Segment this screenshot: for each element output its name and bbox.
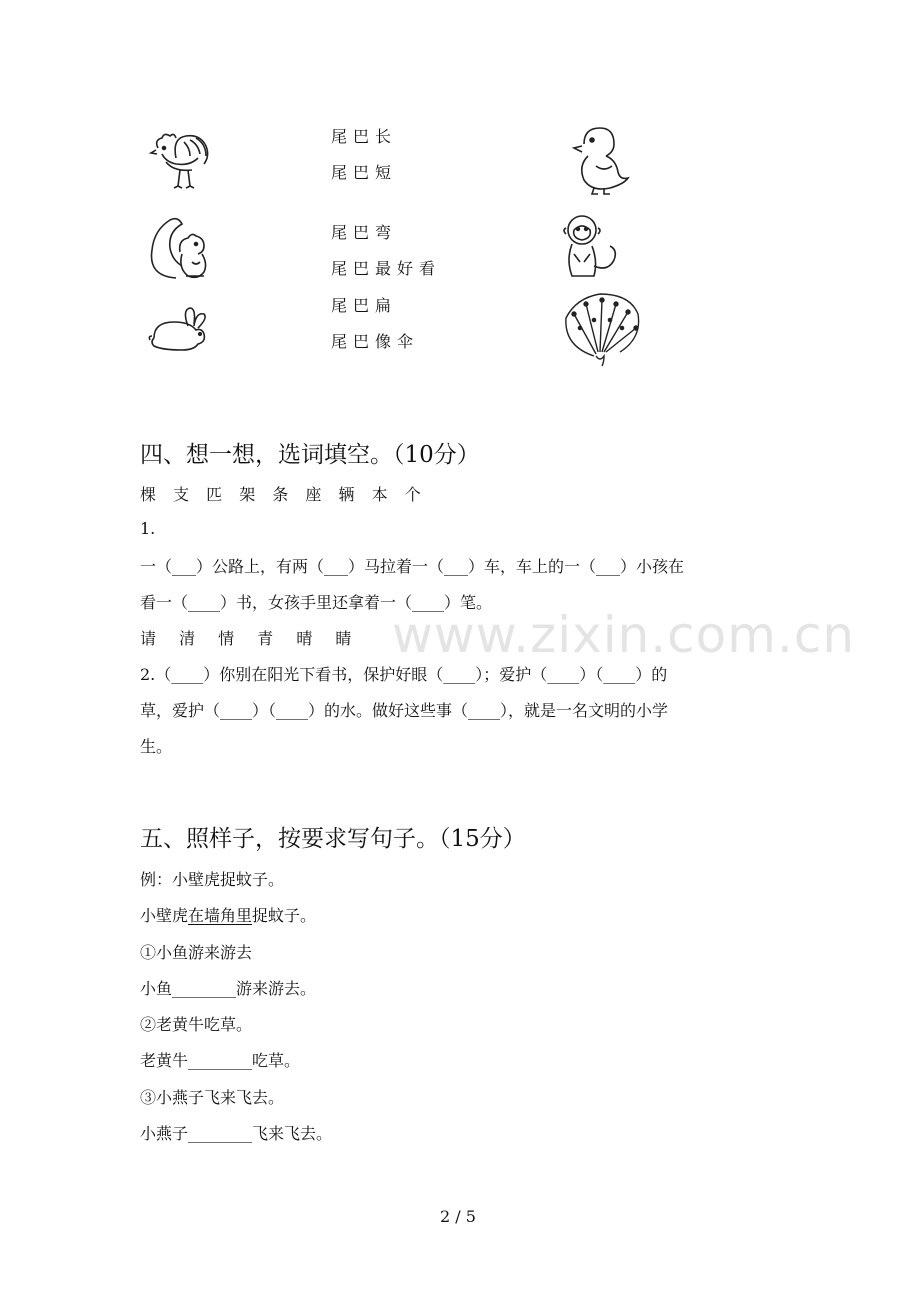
item-3-text: 小燕子飞来飞去。 [156, 1088, 285, 1107]
squirrel-icon [146, 212, 216, 284]
section4-title: 四、想一想，选词填空。（10分） [140, 442, 480, 468]
rooster-icon [148, 128, 218, 198]
tail-label-2: 尾巴短 [331, 163, 398, 182]
question-number-1: 1. [140, 519, 156, 538]
item-1-answer-rest: 游来游去。 [236, 979, 317, 998]
rabbit-icon [146, 302, 212, 354]
peacock-icon [560, 290, 644, 370]
item-1-answer-blank[interactable]: 小鱼________ [140, 979, 237, 998]
item-2-answer-rest: 吃草。 [252, 1051, 301, 1070]
question2-line3: 生。 [140, 737, 173, 756]
item-1-text: 小鱼游来游去 [156, 943, 253, 962]
item-2-answer-blank[interactable]: 老黄牛________ [140, 1051, 253, 1070]
example-label: 例：小壁虎捉蚊子。 [140, 870, 285, 889]
example-sentence [140, 903, 316, 926]
page-number: 2 / 5 [440, 1207, 476, 1226]
tail-label-5: 尾巴扁 [331, 296, 398, 315]
duckling-icon [566, 122, 634, 198]
item-2-answer[interactable] [140, 1048, 300, 1071]
tail-label-4: 尾巴最好看 [331, 259, 442, 278]
section5-title: 五、照样子，按要求写句子。（15分） [140, 826, 526, 852]
example-underlined: 在墙角里 [188, 906, 253, 925]
item-3-marker: ③ [140, 1088, 157, 1107]
example-prefix: 小壁虎 [140, 906, 189, 925]
item-3-prompt [140, 1085, 284, 1108]
monkey-icon [560, 210, 620, 282]
item-1-answer[interactable] [140, 976, 316, 999]
item-3-answer-rest: 飞来飞去。 [252, 1124, 333, 1143]
item-2-marker: ② [140, 1015, 157, 1034]
item-3-answer[interactable] [140, 1121, 332, 1144]
item-2-prompt [140, 1012, 252, 1035]
question1-line2: 看一（____）书，女孩手里还拿着一（____）笔。 [140, 593, 493, 612]
watermark: www.zixin.com.cn [392, 606, 856, 664]
tail-label-1: 尾巴长 [331, 127, 398, 146]
word-options-2: 请 清 情 青 晴 睛 [140, 629, 354, 648]
question2-line2: 草，爱护（____）（____）的水。做好这些事（____），就是一名文明的小学 [140, 701, 669, 720]
item-3-answer-blank[interactable]: 小燕子________ [140, 1124, 253, 1143]
question1-line1: 一（___）公路上，有两（___）马拉着一（___）车，车上的一（___）小孩在 [140, 557, 685, 576]
item-2-text: 老黄牛吃草。 [156, 1015, 253, 1034]
item-1-marker: ① [140, 943, 157, 962]
item-1-prompt [140, 940, 252, 963]
question2-line1: 2.（____）你别在阳光下看书，保护好眼（____）；爱护（____）（____）的 [140, 665, 668, 684]
example-suffix: 捉蚊子。 [252, 906, 317, 925]
tail-label-6: 尾巴像伞 [331, 332, 420, 351]
tail-label-3: 尾巴弯 [331, 223, 398, 242]
word-options-1: 棵 支 匹 架 条 座 辆 本 个 [140, 485, 423, 504]
